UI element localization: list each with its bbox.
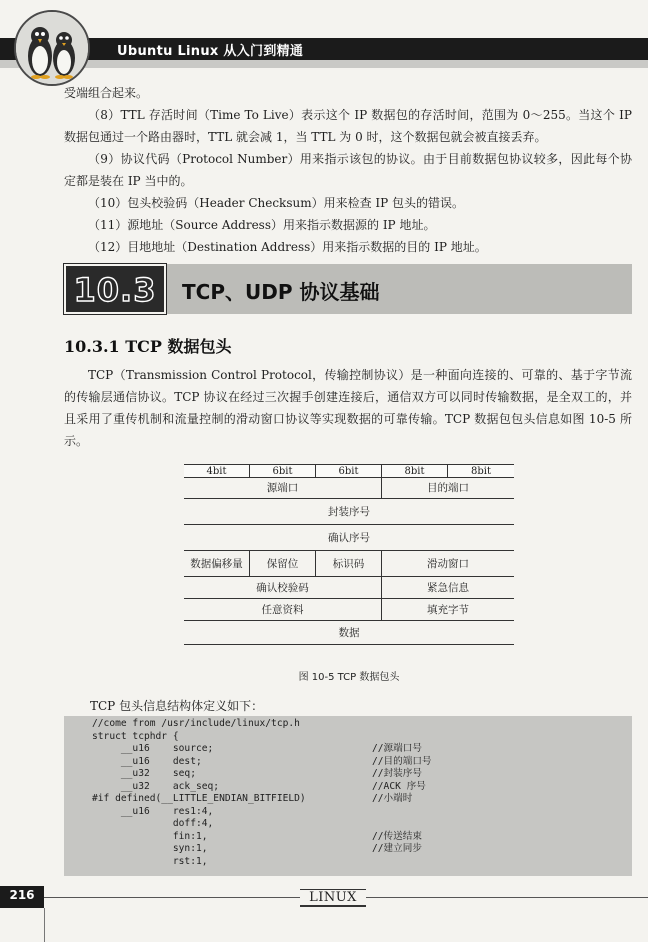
code-text: #if defined(__LITTLE_ENDIAN_BITFIELD)	[92, 793, 306, 804]
code-comment: //源端口号	[372, 743, 422, 754]
code-text: //come from /usr/include/linux/tcp.h	[92, 718, 300, 729]
code-line	[92, 818, 648, 831]
bit-header-cell: 4bit	[184, 465, 250, 477]
diagram-row	[184, 525, 514, 551]
bit-header-cell: 8bit	[382, 465, 448, 477]
code-line	[92, 756, 648, 769]
paragraph-checksum: （10）包头校验码（Header Checksum）用来检查 IP 包头的错误。	[88, 196, 465, 210]
header-bar	[0, 38, 648, 60]
diagram-field: 数据	[338, 627, 360, 639]
diagram-field: 封装序号	[328, 506, 370, 518]
code-block	[64, 716, 632, 876]
diagram-row	[184, 551, 514, 577]
diagram-row	[184, 621, 514, 645]
code-comment: //传送结束	[372, 830, 422, 842]
section-number: 10.3	[73, 271, 157, 309]
paragraph-tcp-intro: TCP（Transmission Control Protocol，传输控制协议）是一种面向连接的、可靠的、基于字节流的传输层通信协议。TCP 协议在经过三次握手创建连接后，通信双方可以同时传输数据，是全双工的，并且采用了重传机制和流量控制的滑动窗口协议等实现数据的可靠传输。TCP 数据包包头信息如图 10-5 所示。	[64, 368, 632, 448]
paragraph-destination-address: （12）目地地址（Destination Address）用来指示数据的目的 IP 地址。	[88, 240, 487, 254]
code-line	[92, 718, 648, 731]
diagram-field: 填充字节	[427, 604, 469, 616]
code-text: struct tcphdr {	[92, 730, 179, 742]
code-text: __u32 seq;	[92, 768, 196, 779]
code-line	[92, 768, 648, 781]
code-line	[92, 831, 648, 844]
diagram-field: 标识码	[316, 551, 382, 576]
diagram-row	[184, 478, 514, 499]
code-intro: TCP 包头信息结构体定义如下：	[90, 699, 264, 713]
code-line	[92, 793, 648, 806]
code-text: rst:1,	[92, 855, 208, 867]
page-number: 216	[9, 888, 35, 902]
diagram-row	[184, 577, 514, 599]
code-text: __u32 ack_seq;	[92, 780, 220, 792]
paragraph-continuation: 受端组合起来。	[64, 86, 149, 100]
code-comment: //封装序号	[372, 768, 422, 779]
code-line	[92, 843, 648, 856]
diagram-row	[184, 499, 514, 525]
code-comment: //ACK 序号	[372, 780, 426, 792]
subsection-title: 10.3.1 TCP 数据包头	[64, 337, 232, 356]
diagram-field: 滑动窗口	[427, 558, 469, 570]
bit-header-cell: 6bit	[250, 465, 316, 477]
code-text: syn:1,	[92, 843, 208, 854]
code-text: doff:4,	[92, 818, 214, 829]
diagram-field: 数据偏移量	[184, 551, 250, 576]
diagram-field: 确认校验码	[184, 577, 382, 598]
diagram-row	[184, 599, 514, 621]
code-line	[92, 743, 648, 756]
code-comment: //目的端口号	[372, 755, 432, 767]
figure-caption: 图 10-5 TCP 数据包头	[298, 672, 400, 683]
code-text: __u16 res1:4,	[92, 805, 214, 817]
code-line	[92, 806, 648, 819]
section-number-box	[64, 264, 166, 314]
left-margin-rule	[44, 908, 45, 942]
section-title: TCP、UDP 协议基础	[182, 280, 380, 304]
paragraph-ttl: （8）TTL 存活时间（Time To Live）表示这个 IP 数据包的存活时间，范围为 0～255。当这个 IP 数据包通过一个路由器时，TTL 就会减 1，当 TTL 为 0 时，这个数据包就会被直接丢弃。	[64, 108, 632, 144]
paragraph-protocol: （9）协议代码（Protocol Number）用来指示该包的协议。由于目前数据包协议较多，因此每个协定都是装在 IP 当中的。	[64, 152, 632, 188]
bit-header-cell: 6bit	[316, 465, 382, 477]
code-line	[92, 731, 648, 744]
bit-header-cell: 8bit	[471, 466, 491, 477]
footer-logo: LINUX	[300, 889, 366, 907]
diagram-field: 保留位	[250, 551, 316, 576]
diagram-field: 目的端口	[427, 482, 469, 494]
diagram-field: 紧急信息	[427, 582, 469, 594]
diagram-bit-header-row	[184, 464, 514, 478]
diagram-field: 任意资料	[184, 599, 382, 620]
diagram-field: 源端口	[184, 478, 382, 498]
diagram-field: 确认序号	[328, 532, 370, 544]
code-text: fin:1,	[92, 830, 208, 842]
code-text: __u16 source;	[92, 743, 214, 754]
tcp-header-diagram	[184, 464, 514, 645]
book-title: Ubuntu Linux 从入门到精通	[117, 44, 304, 59]
code-text: __u16 dest;	[92, 755, 202, 767]
paragraph-source-address: （11）源地址（Source Address）用来指示数据源的 IP 地址。	[88, 218, 436, 232]
code-comment: //小端时	[372, 793, 413, 804]
code-comment: //建立同步	[372, 843, 422, 854]
penguin-logo-icon	[14, 10, 90, 86]
code-line	[92, 856, 648, 869]
code-line	[92, 781, 648, 794]
header-band	[0, 60, 648, 68]
